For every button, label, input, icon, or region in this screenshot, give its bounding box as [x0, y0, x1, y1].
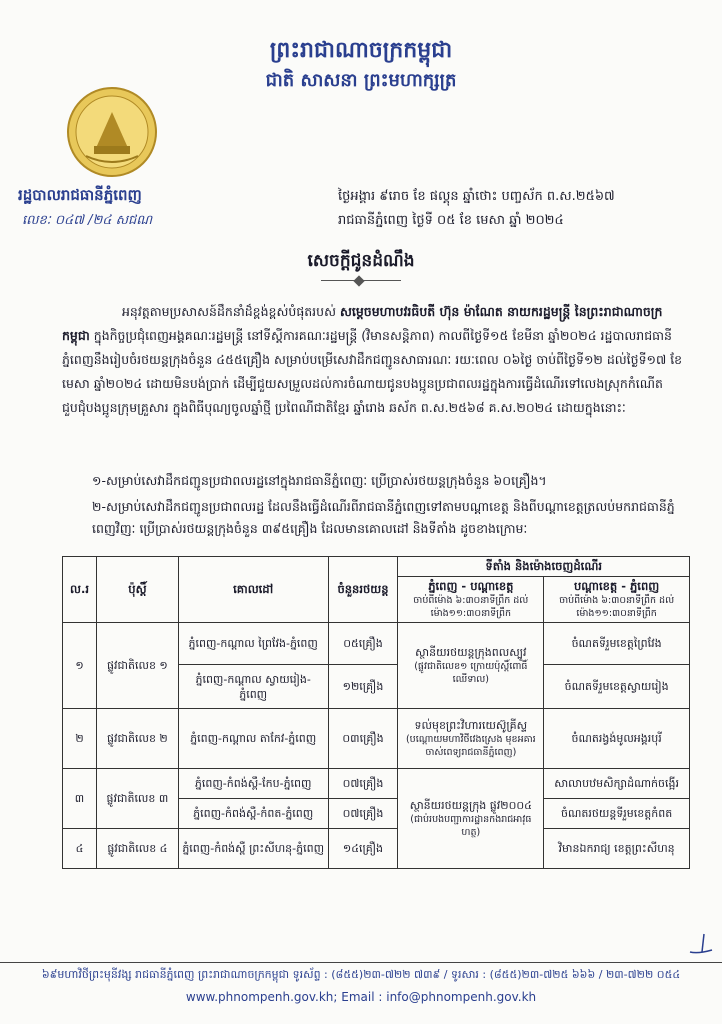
row-departure — [398, 709, 544, 769]
row-departure-note: (បណ្តោយមហាវិថីវេងស្រេង មុខអគារចាស់ពេទ្យរាជធានីភ្នំពេញ) — [405, 734, 536, 758]
row-route: ផ្លូវជាតិលេខ ៤ — [96, 829, 178, 869]
row-destination: ភ្នំពេញ-កំពង់ស្ពឺ-កំពត-ភ្នំពេញ — [178, 799, 328, 829]
row-arrival: វិមានឯករាជ្យ ខេត្តព្រះសីហនុ — [544, 829, 690, 869]
intro-paragraph — [62, 300, 688, 420]
row-buses: ០៥គ្រឿង — [328, 623, 398, 665]
row-departure-label: ទល់មុខព្រះវិហារយេស៊ូគ្រីស្ទ — [414, 719, 528, 732]
row-buses: ០៣គ្រឿង — [328, 709, 398, 769]
row-buses: ០៧គ្រឿង — [328, 799, 398, 829]
item-2: ២-សម្រាប់សេវាដឹកជញ្ជូនប្រជាពលរដ្ឋ ដែលនឹងធ្វើដំណើរពីរាជធានីភ្នំពេញទៅតាមបណ្តាខេត្ត និងពីបណ្តាខេត្តត្រលប់មករាជធានីភ្នំពេញវិញៈ ប្រើប្រាស់រថយន្តក្រុងចំនួន ៣៩៥គ្រឿង ដែលមានគោលដៅ និងទីតាំង ដូចខាងក្រោមៈ — [92, 499, 675, 536]
header-province-to-pp-time: ចាប់ពីម៉ោង ៦:៣០នាទីព្រឹក ដល់ម៉ោង១១:៣០នាទីព្រឹក — [559, 595, 675, 619]
document-title: សេចក្តីជូនដំណឹង — [307, 251, 415, 271]
row-destination: ភ្នំពេញ-កណ្តាល តាកែវ-ភ្នំពេញ — [178, 709, 328, 769]
row-arrival: ចំណតរថយន្តទីរួមខេត្តកំពត — [544, 799, 690, 829]
row-buses: ១៤គ្រឿង — [328, 829, 398, 869]
item-1: ១-សម្រាប់សេវាដឹកជញ្ជូនប្រជាពលរដ្ឋនៅក្នុងរាជធានីភ្នំពេញៈ ប្រើប្រាស់រថយន្តក្រុងចំនួន ៦០គ្រឿង។ — [92, 473, 547, 488]
row-no: ៣ — [63, 769, 97, 829]
solar-date: រាជធានីភ្នំពេញ ថ្ងៃទី ០៥ ខែ មេសា ឆ្នាំ ២០២៤ — [338, 213, 564, 228]
row-destination: ភ្នំពេញ-កណ្តាល ព្រៃវែង-ភ្នំពេញ — [178, 623, 328, 665]
row-departure — [398, 769, 544, 869]
row-arrival: ចំណតទីរួមខេត្តស្វាយរៀង — [544, 665, 690, 709]
row-no: ៤ — [63, 829, 97, 869]
row-departure-label: ស្ថានីយរថយន្តក្រុងពលស្បូវ — [415, 646, 527, 659]
row-departure-note: (ផ្លូវជាតិលេខ១ ក្រោយប៉ុស្តិ៍ពោធិ៍ឈើទាល) — [414, 661, 528, 685]
bus-schedule-table — [62, 556, 690, 869]
footer-address: ៦៩មហាវិថីព្រះមុនីវង្ស រាជធានីភ្នំពេញ ព្រះរាជាណាចក្រកម្ពុជា ទូរស័ព្ទ : (៨៥៥)២៣-៧២២ ៧៣៩ / ទូរសារ : (៨៥៥)២៣-៧២៥ ៦៦៦ / ២៣-៧២២ ០៥៤ — [41, 968, 681, 981]
row-destination: ភ្នំពេញ-កណ្តាល ស្វាយរៀង-ភ្នំពេញ — [178, 665, 328, 709]
footer-divider — [0, 962, 722, 963]
row-route: ផ្លូវជាតិលេខ ៣ — [96, 769, 178, 829]
header-no: ល.រ — [63, 557, 97, 623]
header-bus-count: ចំនួនរថយន្ត — [328, 557, 398, 623]
row-buses: ០៧គ្រឿង — [328, 769, 398, 799]
row-departure-note: (ជាប់របងបញ្ជាការដ្ឋានកងរាជអាវុធហត្ថ) — [410, 814, 532, 838]
header-route: ប៉ុស្តិ៍ — [96, 557, 178, 623]
header-location-group: ទីតាំង និងម៉ោងចេញដំណើរ — [398, 557, 690, 577]
intro-rest: ក្នុងកិច្ចប្រជុំពេញអង្គគណៈរដ្ឋមន្ត្រី នៅទីស្តីការគណៈរដ្ឋមន្ត្រី (វិមានសន្តិភាព) កាលពីថ្ងៃទី១៥ ខែមីនា ឆ្នាំ២០២៤ រដ្ឋបាលរាជធានីភ្នំពេញនឹងរៀបចំរថយន្តក្រុងចំនួន ៤៥៥គ្រឿង សម្រាប់បម្រើសេវាដឹកជញ្ជូនសាធារណៈ រយៈពេល ០៦ថ្ងៃ ចាប់ពីថ្ងៃទី១២ ដល់ថ្ងៃទី១៧ ខែមេសា ឆ្នាំ២០២៤ ដោយមិនបង់ប្រាក់ ដើម្បីជួយសម្រួលដល់ការចំណាយជូនបងប្អូនប្រជាពលរដ្ឋក្នុងការធ្វើដំណើរទៅលេងស្រុកកំណើត ជួបជុំបងប្អូនក្រុមគ្រួសារ ក្នុងពិធីបុណ្យចូលឆ្នាំថ្មី ប្រពៃណីជាតិខ្មែរ ឆ្នាំរោង ឆស័ក ព.ស.២៥៦៨ គ.ស.២០២៤ ដោយក្នុងនោះៈ — [62, 328, 683, 415]
row-buses: ១២គ្រឿង — [328, 665, 398, 709]
table-row — [63, 829, 690, 869]
city-seal-logo — [66, 86, 158, 178]
row-departure-label: ស្ថានីយរថយន្តក្រុង ផ្លូវ២០០៤ — [409, 799, 532, 812]
row-route: ផ្លូវជាតិលេខ ១ — [96, 623, 178, 709]
row-arrival: សាលាបឋមសិក្សាដំណាក់ចង្អើរ — [544, 769, 690, 799]
kingdom-heading: ព្រះរាជាណាចក្រកម្ពុជា — [269, 38, 453, 63]
table-row — [63, 769, 690, 799]
table-row — [63, 623, 690, 665]
row-no: ១ — [63, 623, 97, 709]
header-pp-to-province-time: ចាប់ពីម៉ោង ៦:៣០នាទីព្រឹក ដល់ម៉ោង១១:៣០នាទីព្រឹក — [413, 595, 529, 619]
intro-text: អនុវត្តតាមប្រសាសន៍ដឹកនាំដ៏ខ្ពង់ខ្ពស់បំផុតរបស់ — [122, 304, 340, 319]
header-pp-to-province — [398, 577, 544, 623]
reference-number: លេខៈ ០៤៧ /២៤ សជណ — [22, 213, 153, 228]
row-arrival: ចំណតរង្វង់មូលអង្គរបុរី — [544, 709, 690, 769]
header-destination: គោលដៅ — [178, 557, 328, 623]
row-departure — [398, 623, 544, 709]
header-pp-to-province-label: ភ្នំពេញ - បណ្តាខេត្ត — [428, 579, 514, 593]
lunar-date: ថ្ងៃអង្គារ ៩រោច ខែ ផល្គុន ឆ្នាំថោះ បញ្ចស័ក ព.ស.២៥៦៧ — [338, 189, 615, 204]
table-row — [63, 709, 690, 769]
header-province-to-pp — [544, 577, 690, 623]
national-motto: ជាតិ សាសនា ព្រះមហាក្សត្រ — [265, 70, 457, 91]
prime-minister-name: សម្តេចមហាបវរធិបតី ហ៊ុន ម៉ាណែត នាយករដ្ឋមន្ត្រី នៃព្រះរាជាណាចក្រកម្ពុជា — [62, 304, 663, 343]
footer-web-email: www.phnompenh.gov.kh; Email : info@phnompenh.gov.kh — [185, 990, 537, 1004]
header-province-to-pp-label: បណ្តាខេត្ត - ភ្នំពេញ — [573, 579, 660, 593]
row-no: ២ — [63, 709, 97, 769]
row-destination: ភ្នំពេញ-កំពង់ស្ពឺ-កែប-ភ្នំពេញ — [178, 769, 328, 799]
signature-mark-icon — [686, 928, 716, 958]
row-destination: ភ្នំពេញ-កំពង់ស្ពឺ ព្រះសីហនុ-ភ្នំពេញ — [178, 829, 328, 869]
organization-name: រដ្ឋបាលរាជធានីភ្នំពេញ — [18, 186, 142, 204]
row-route: ផ្លូវជាតិលេខ ២ — [96, 709, 178, 769]
row-arrival: ចំណតទីរួមខេត្តព្រៃវែង — [544, 623, 690, 665]
title-divider — [321, 280, 401, 281]
